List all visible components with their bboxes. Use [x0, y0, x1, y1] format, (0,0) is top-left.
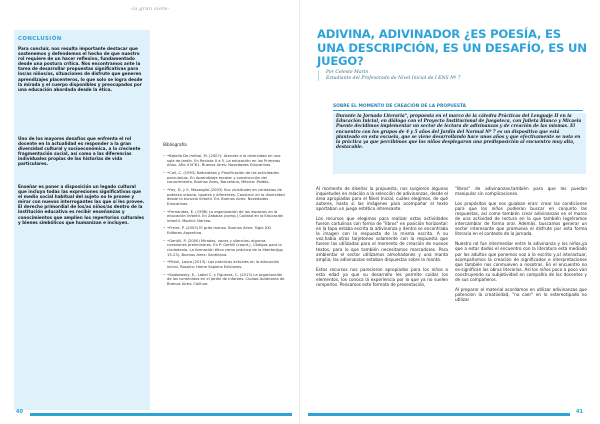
article-paragraph: Nuestro rol fue intermediar entre la adivinanza y los niños,ya que a estar dados el encuentro con la literatura está mediado por los adultos que ponemos voz a lo escrito y,al interactuar, acompañamos la creación de significados e interpretaciones que también nos conmueven a nosotras. En el encuentro no es-significan las obras literarias. Así los niños poco a poco van construyendo su subjetividad en compañía de los docentes y de sus compañeros.: [455, 241, 587, 282]
conclusion-paragraph-2: Uno de los mayores desafíos que enfrenta el rol docente en la actualidad es responder a la gran diversidad cultural y socioeconómica, a la creciente fragmentación social, así como a las diferencias individuales propias de las historias de vida particulares.: [18, 136, 141, 167]
article-column-2: [455, 186, 587, 307]
bibliography-list: [163, 154, 285, 290]
bibliography-item: • •Fay, D. y S. Mazzaglia (2003) Sus vicisitudes en contextos de pobreza urbana. Iguales y diferentes. Construir en la diversidad desde la escuela infantil. Ed. Buenos Aires: Novedades Educativas.: [163, 188, 285, 206]
section-title: SOBRE EL MOMENTO DE CREACIÓN DE LA PROPUESTA: [333, 104, 467, 109]
article-paragraph: Estos recursos nos parecieron apropiados para los niños a esta edad ya que su desarrollo les permite cuidar los elementos, los conoca la experiencia por lo que ya no suelen romperlos. Pensamos este formato de presentación,: [316, 266, 448, 287]
conclusion-paragraph-3: Enseñar es poner a disposición un legado cultural que incluya todas las expresiones significativas que el medio social habitual del sujeto no le provee y mirar con nuevos interrogantes las que sí les provee. El derecho primordial de los/as niños/as dentro de la institución educativa es recibir enseñanzas y conocimientos que amplíen los repertorios culturales y bienes simbólicos que humanizan e incluyen.: [18, 184, 145, 225]
footer-bar-right: [308, 413, 570, 416]
bibliography-item: • •Freire, P. (2003) El grito manso. Buenos Aires: Siglo XXI Editores Argentina.: [163, 226, 285, 235]
article-column-1: [316, 186, 448, 292]
author-name: Por Celeste Marin: [326, 70, 369, 75]
article-paragraph: "libros" de adivinanzas,también para que les puedan manipular sin complicaciones.: [455, 186, 587, 197]
intro-text: Durante la Jornada Literaria", propuesta en el marco de la cátedra Prácticas del Lenguaje II en la Educación Inicial, en diálogo con el Proyecto Institucional de Juegoteca, con Julieta Blanco y Micaela Puente decidimos implementar un sector de lectura de adivinanzas y de creación de las mismas. El encuentro con los grupos de 4 y 5 años del Jardín del Normal Nº 7 es un dispositivo que está planteado en esta escuela, que se viene desarrollando hace unos años y que efectivamente se nota en la práctica ya que percibimos que los niños desplegaron una predisposición al encuentro muy alta, destacable.: [336, 114, 582, 151]
article-title: ADIVINA, ADIVINADOR ¿ES POESÍA, ES UNA DESCRIPCIÓN, ES UN DESAFÍO, ES UN JUEGO?: [317, 27, 587, 68]
author-affiliation: Estudiante del Profesorado de Nivel Inicial de I ENS Nº 7: [326, 76, 461, 81]
article-paragraph: Al preparar el material acordamos en utilizar adivinanzas que potencien la creatividad, "no caer" en lo estereotipado no utilizar: [455, 286, 587, 302]
bibliography-heading: Bibliografía: [163, 142, 187, 147]
bibliography-item: • •Fernandez, E. (1998) La organización de los espacios en la educación infantil. En Zabalza (comp.) Calidad en la Educación infantil. Madrid: Narcea.: [163, 210, 285, 224]
bibliography-item: • •Spakowsky, E., Label C. y Figueras, C. (2013) La organización de los contenidos en el Jardín de Infantes. Ciudad Autónoma de Buenos Aires: Colihue.: [163, 273, 285, 287]
article-paragraph: Al momento de diseñar la propuesta, nos surgieron algunas inquietudes en relación a la selección de adivinanzas, desde el área apropiadas para el Nivel Inicial, cuáles elegimos, de qué autores, hasta si las imágenes para acompañar el texto aportaban un juego estético interesante.: [316, 186, 448, 212]
bibliography-item: • •Pitluk, Laura (2013): Las prácticas actuales en la educación inicial. Rosario: Homo Sapiens Ediciones.: [163, 260, 285, 269]
author-block: [326, 70, 586, 82]
running-header: -la gran siete-: [130, 6, 170, 12]
page-number-left: 40: [16, 409, 23, 415]
footer-bar-left: [30, 413, 292, 416]
conclusion-heading: CONCLUSIÓN: [18, 36, 62, 42]
bibliography-item: • •Coll, C. (1993) Naturaleza y Planificación de las actividades parvularias. En Aprendizaje escolar y construcción del conocimiento. Buenos Aires, Barcelona, México: Paidós.: [163, 171, 285, 185]
quote-bar-icon: [318, 71, 323, 81]
article-paragraph: Los propósitos que nos guiaban eran: crear las condiciones para que los niños pudieran buscar en conjunto las respuestas, así como también crear adivinanzas en el marco de una actividad de lectura en la que también logréramos intercambiar de forma oral. Además, buscamos generar un sector interesante que promueva el disfrute por esta forma literaria en el contexto de la jornada.: [455, 201, 587, 237]
bibliography-item: • •Batalla De Imthal, M. (2007): Atender a la diversidad en una sala de jardín. En Revista 0 a 5. La educación en los Primeros Años. Año 4 N°61. Buenos Aires: Novedades Educativas.: [163, 154, 285, 168]
bibliography-item: • •Gentili, P. (2000) Miradas, voces y silencios: algunas cuestiones preliminares. En P. Gentili (coord.), Códigos para la ciudadanía. La formación ética como práctica de la libertad(pp 15-23). Buenos Aires: Santillana.: [163, 239, 285, 257]
page-number-right: 41: [576, 409, 583, 415]
article-paragraph: Los recursos que elegimos para realizar estas actividades fueron cartulinas con forma de "libros" en posición horizontal: en la tapa estaba escrita la adivinanza y dentro se encontraba la imagen con la respuesta de la misma escrita. A su vez,había otros tarjetones solamente con la respuesta que fueron las utilizadas para el momento de creación de nuevos textos, para lo que también necesitamos marcadores. Para ambientar el sector utilizamos almohadones y una manta amplia; las adivinanzas estaban dispuestas sobre la manta.: [316, 216, 448, 262]
section-divider: [333, 110, 583, 111]
conclusion-paragraph-1: Para concluir, nos resulta importante destacar que sostenemos y defendemos el hecho de que nuestro rol requiere de un hacer reflexivo, fundamentado desde una postura crítica. Nos encontramos ante la tarea de desarrollar propuestas significativas para los/as niños/as, situaciones de disfrute que generen aprendizajes placenteros, lo que solo se logra desde la mirada y el cuerpo disponibles y preocupados por una educación abordada desde la ética.: [18, 46, 143, 92]
